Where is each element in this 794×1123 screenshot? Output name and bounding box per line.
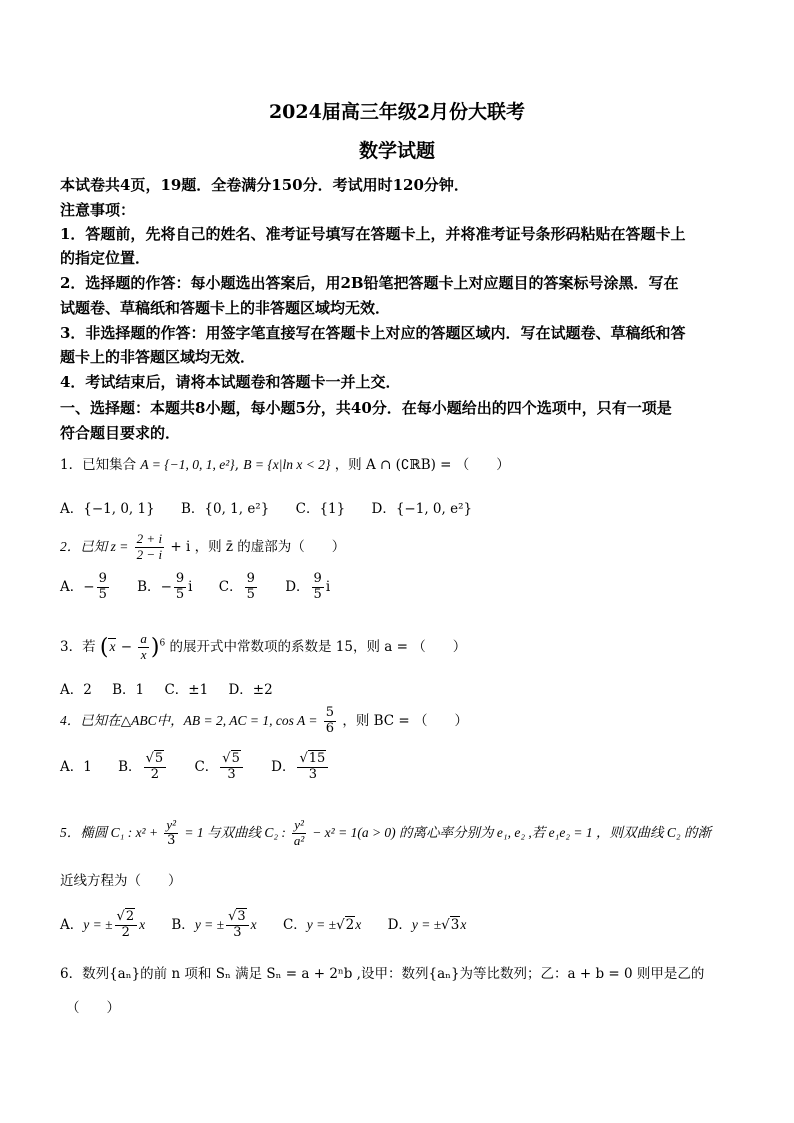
q5-part-b: = 1 与双曲线 C₂ : <box>184 824 286 840</box>
q5-frac-1: $\frac{\text{y²}}{3}$ <box>166 817 177 848</box>
q4-option-a: A．1 <box>60 758 92 775</box>
q1-tail: ，则 A ∩ (∁ℝB) = （ ） <box>334 457 510 473</box>
q4-options <box>60 752 352 783</box>
q2-frac-den: 2 − i <box>136 546 163 562</box>
q3-option-d: D．±2 <box>228 682 273 698</box>
q2-option-c: C． $\frac{9}{5}$ <box>218 571 255 602</box>
q5-option-d: D．y = ±√3x <box>387 916 467 933</box>
q4-prefix: 4．已知在△ABC中，AB = 2, AC = 1, cos A = <box>60 712 318 728</box>
q3-power: 6 <box>159 638 166 649</box>
note-line: 的指定位置． <box>60 249 151 267</box>
q1-option-c: C．{1} <box>295 501 346 517</box>
q4-fraction: $\frac{5}{6}$ <box>325 705 335 736</box>
q2-option-a: A．− $\frac{9}{5}$ <box>60 571 107 602</box>
question-1: 1．已知集合 A = {−1, 0, 1, e²}, B = {x|ln x < 2} ，则 A ∩ (∁ℝB) = （ ） <box>60 457 510 473</box>
exam-intro: 本试卷共4页，19题．全卷满分150分．考试用时120分钟． <box>60 176 469 194</box>
question-4 <box>60 706 468 737</box>
q1-prefix: 1．已知集合 <box>60 457 137 473</box>
q4-option-d: D． $\frac{√15}{3}$ <box>271 752 330 783</box>
q4-option-c: C． $\frac{√5}{3}$ <box>194 752 244 783</box>
exam-subject: 数学试题 <box>358 140 435 162</box>
q1-option-a: A．{−1, 0, 1} <box>60 501 155 517</box>
q3-prefix: 3．若 <box>60 638 96 655</box>
note-line: 4．考试结束后，请将本试题卷和答题卡一并上交． <box>60 373 401 391</box>
q5-part-c: − x² = 1(a > 0) 的离心率分别为 e₁, e₂ ,若 e₁e₂ = 1 ，则双曲线 C₂ 的渐 <box>312 824 711 840</box>
q4-option-b: B． $\frac{√5}{2}$ <box>118 752 168 783</box>
q1-option-d: D．{−1, 0, e²} <box>371 501 473 517</box>
q1-set-b: B = {x|ln x < 2} <box>243 457 331 472</box>
question-3: 3．若 (x − $\frac{a}{x}$ )$^6$ 的展开式中常数项的系数是 15，则 a = （ ） <box>60 631 467 662</box>
q5-option-a: A．y = ± $\frac{√2}{2}$ x <box>60 909 146 940</box>
q2-option-b: B．− $\frac{9}{5}$ i <box>137 571 193 602</box>
q6-line-2: （ ） <box>66 1000 120 1016</box>
exam-title: 2024届高三年级2月份大联考 <box>268 101 526 123</box>
note-line: 题卡上的非答题区域均无效． <box>60 348 256 366</box>
q5-options <box>60 910 488 941</box>
q4-tail: ，则 BC = （ ） <box>342 712 469 729</box>
q2-option-d: D． $\frac{9}{5}$ i <box>285 571 331 602</box>
q3-option-a: A．2 <box>60 682 92 698</box>
q1-set-a: A = {−1, 0, 1, e²} <box>140 457 235 472</box>
q5-option-c: C．y = ±√2x <box>282 916 362 933</box>
q2-tail: + i ，则 z̄ 的虚部为（ ） <box>170 538 346 555</box>
q3-tail: 的展开式中常数项的系数是 15，则 a = （ ） <box>169 638 467 655</box>
q2-options <box>60 572 352 603</box>
note-line: 试题卷、草稿纸和答题卡上的非答题区域均无效． <box>60 299 391 317</box>
q1-option-b: B．{0, 1, e²} <box>180 501 270 517</box>
question-2 <box>60 532 345 563</box>
q3-options <box>60 678 289 698</box>
q1-options <box>60 497 494 517</box>
q5-frac-2: $\frac{\text{y²}}{\text{a²}}$ <box>293 817 305 848</box>
q5-part-a: 5．椭圆 C₁ : x² + <box>60 824 159 840</box>
note-line: 1．答题前，先将自己的姓名、准考证号填写在答题卡上，并将准考证号条形码粘贴在答题卡上 <box>60 225 686 243</box>
q5-option-b: B．y = ± $\frac{√3}{3}$ x <box>171 909 257 940</box>
question-5 <box>60 818 711 849</box>
q3-fraction: $\frac{a}{x}$ <box>140 631 147 662</box>
q5-line-2: 近线方程为（ ） <box>60 873 182 889</box>
q2-prefix: 2．已知 z = <box>60 538 129 554</box>
question-6: 6．数列{aₙ}的前 n 项和 Sₙ 满足 Sₙ = a + 2ⁿb ,设甲：数列{aₙ}为等比数列；乙：a + b = 0 则甲是乙的 <box>60 966 705 982</box>
q3-option-c: C．±1 <box>164 682 209 698</box>
section-heading-cont: 符合题目要求的． <box>60 424 181 442</box>
section-heading: 一、选择题：本题共8小题，每小题5分，共40分．在每小题给出的四个选项中，只有一项是 <box>60 399 672 417</box>
q2-frac-num: 2 + i <box>136 531 163 546</box>
note-line: 2．选择题的作答：每小题选出答案后，用2B铅笔把答题卡上对应题目的答案标号涂黑．写在 <box>60 274 679 292</box>
q2-fraction <box>135 532 164 563</box>
note-line: 3．非选择题的作答：用签字笔直接写在答题卡上对应的答题区域内．写在试题卷、草稿纸和答 <box>60 324 686 342</box>
q3-option-b: B．1 <box>112 682 145 698</box>
notes-heading: 注意事项： <box>60 201 136 219</box>
